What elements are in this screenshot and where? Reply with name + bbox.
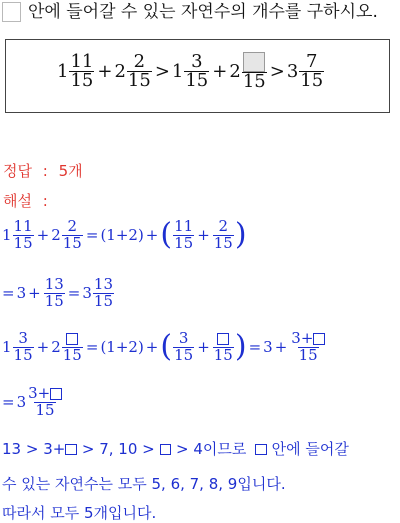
- fraction: [213, 219, 234, 252]
- fraction-2: [127, 50, 152, 92]
- plus-sign: +: [145, 338, 159, 357]
- whole-5: 3: [286, 61, 299, 83]
- numerator: [65, 331, 79, 347]
- fraction-2-numerator: 2: [133, 50, 146, 72]
- denominator: 15: [62, 233, 82, 252]
- numerator: [290, 331, 326, 347]
- whole-number: 2: [51, 226, 61, 245]
- denominator: 15: [174, 233, 194, 252]
- number: 7,: [99, 440, 114, 458]
- plus-sign: +: [274, 338, 288, 357]
- numerator: [216, 331, 230, 347]
- paren-close: ): [234, 329, 247, 365]
- explanation-label-row: [3, 190, 48, 211]
- greater-than-sign: >: [81, 440, 95, 458]
- denominator: 15: [93, 291, 114, 310]
- paren-open: (: [160, 329, 173, 365]
- answer-row: [3, 160, 83, 181]
- fraction-4: [242, 52, 267, 92]
- blank-box-icon: [217, 333, 229, 345]
- answer-colon: :: [42, 162, 48, 180]
- fraction-1-denominator: 15: [70, 70, 94, 92]
- blank-box-icon: [313, 333, 325, 345]
- numerator: 3: [18, 329, 28, 347]
- explanation-label: 해설: [3, 192, 32, 210]
- blank-box-icon: [255, 444, 267, 456]
- numerator: 2: [67, 217, 78, 235]
- fraction-2-denominator: 15: [127, 70, 151, 92]
- equals-sign: =: [248, 338, 262, 357]
- blank-box-icon: [66, 333, 78, 345]
- fraction-4-numerator: [242, 52, 266, 72]
- whole-1: 1: [57, 61, 69, 83]
- solution-line-6: 수 있는 자연수는 모두 5, 6, 7, 8, 9입니다.: [2, 475, 286, 493]
- plus-sign: +: [36, 338, 50, 357]
- denominator: 15: [13, 233, 33, 252]
- fraction: [173, 219, 194, 252]
- whole-3: 1: [171, 61, 184, 83]
- plus-sign: +: [28, 284, 41, 303]
- fraction: [62, 219, 83, 252]
- question-text: 안에 들어갈 수 있는 자연수의 개수를 구하시오.: [28, 2, 378, 22]
- whole-number: 3: [263, 338, 273, 357]
- fraction-1-numerator: 11: [70, 50, 94, 72]
- fraction: [213, 331, 234, 364]
- whole-number: 1: [2, 338, 12, 357]
- whole-4: 2: [229, 61, 241, 83]
- blank-box-icon: [160, 444, 172, 456]
- greater-than-sign: >: [269, 61, 285, 83]
- number: 4: [193, 440, 203, 458]
- number: 13: [2, 440, 22, 458]
- blank-box-icon: [2, 2, 21, 22]
- blank-box-icon: [65, 444, 77, 456]
- denominator: 15: [298, 345, 318, 364]
- conclusion-text: 이므로: [202, 440, 247, 458]
- equals-sign: =: [2, 284, 15, 303]
- equals-sign: =: [85, 338, 99, 357]
- denominator: 15: [44, 291, 64, 310]
- fraction-3-denominator: 15: [185, 70, 209, 92]
- fraction-5: [299, 50, 324, 92]
- plus-sign: +: [36, 226, 50, 245]
- denominator: 15: [174, 345, 194, 364]
- fraction-3-numerator: 3: [191, 50, 203, 72]
- plus-sign: +: [145, 226, 159, 245]
- numerator: 11: [174, 217, 194, 235]
- blank-box-icon: [243, 52, 265, 72]
- plus-sign: +: [197, 338, 210, 357]
- number: 3+: [43, 440, 66, 458]
- answer-label: 정답: [3, 162, 32, 180]
- fraction-3: [184, 50, 209, 92]
- solution-line-2: [2, 277, 115, 310]
- fraction: [27, 386, 63, 419]
- whole-number: 2: [51, 338, 61, 357]
- fraction: [290, 331, 326, 364]
- fraction: [44, 277, 65, 310]
- numerator: [27, 386, 63, 402]
- greater-than-sign: >: [142, 440, 155, 458]
- denominator: 15: [35, 400, 55, 419]
- whole-sum: (1+2): [100, 338, 144, 357]
- denominator: 15: [13, 345, 33, 364]
- blank-box-icon: [50, 388, 62, 400]
- answer-value: 5개: [58, 162, 83, 180]
- greater-than-sign: >: [175, 440, 189, 458]
- greater-than-sign: >: [25, 440, 39, 458]
- equals-sign: =: [2, 393, 15, 412]
- numerator-text: 3+: [291, 329, 314, 347]
- solution-line-7: 따라서 모두 5개입니다.: [2, 504, 157, 522]
- solution-line-4: [2, 386, 64, 419]
- fraction-1: [69, 50, 94, 92]
- solution-line-1: [2, 219, 247, 252]
- solution-line-5: [2, 438, 349, 459]
- equals-sign: =: [85, 226, 99, 245]
- fraction: [173, 331, 194, 364]
- denominator: 15: [213, 345, 233, 364]
- whole-number: 3: [16, 284, 27, 303]
- fraction: [93, 277, 114, 310]
- fraction: [13, 331, 34, 364]
- paren-open: (: [160, 217, 173, 253]
- fraction: [13, 219, 34, 252]
- whole-sum: (1+2): [100, 226, 144, 245]
- conclusion-text: 안에 들어갈: [271, 440, 349, 458]
- paren-close: ): [234, 217, 247, 253]
- plus-sign: +: [197, 226, 210, 245]
- whole-number: 3: [16, 393, 27, 412]
- numerator: 13: [93, 275, 114, 293]
- plus-sign: +: [212, 61, 228, 83]
- fraction-4-denominator: 15: [242, 71, 266, 92]
- fraction-5-denominator: 15: [300, 70, 324, 92]
- plus-sign: +: [97, 61, 113, 83]
- numerator: 11: [13, 217, 33, 235]
- equals-sign: =: [67, 284, 81, 303]
- numerator: 13: [44, 275, 64, 293]
- numerator: 2: [218, 217, 229, 235]
- solution-line-3: [2, 331, 327, 364]
- problem-inequality: [57, 52, 325, 92]
- number: 10: [118, 440, 138, 458]
- fraction: [62, 331, 83, 364]
- numerator-text: 3+: [28, 384, 51, 402]
- greater-than-sign: >: [154, 61, 170, 83]
- explanation-colon: :: [42, 192, 48, 210]
- denominator: 15: [62, 345, 82, 364]
- fraction-5-numerator: 7: [305, 50, 318, 72]
- numerator: 3: [178, 329, 189, 347]
- whole-2: 2: [114, 61, 126, 83]
- whole-number: 3: [82, 284, 92, 303]
- whole-number: 1: [2, 226, 12, 245]
- denominator: 15: [213, 233, 233, 252]
